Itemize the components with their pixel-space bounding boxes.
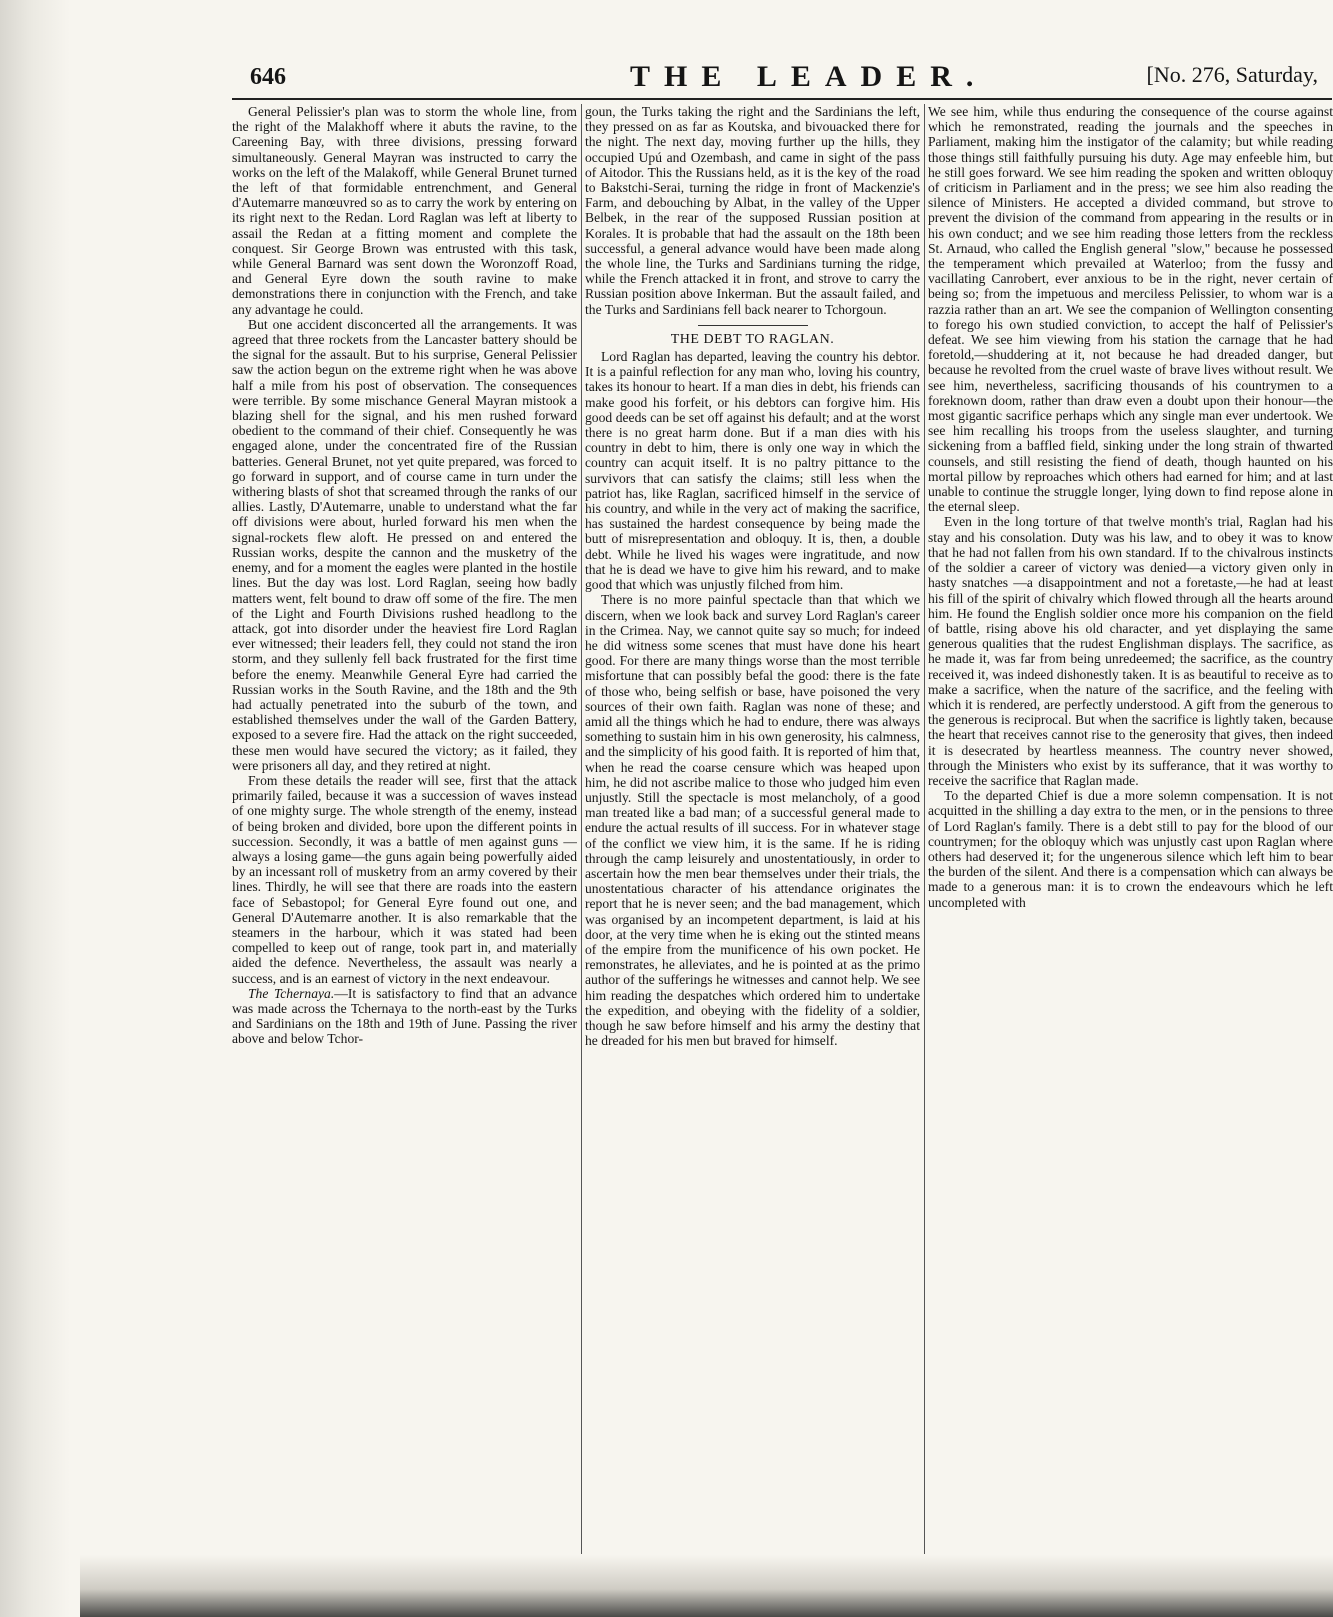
article-paragraph bbox=[232, 986, 577, 1047]
section-heading: THE DEBT TO RAGLAN. bbox=[670, 331, 835, 347]
article-paragraph: To the departed Chief is due a more solemn compensation. It is not acquitted in the shilling a day extra to the men, or in the pensions to three of Lord Raglan's family. There is a debt still to pay for the blood of our countrymen; for the obloquy which was unjustly cast upon Raglan where others had deserved it; for the ungenerous silence which left him to bear the burden of the silent. And there is a compensation which can always be made to a generous man: it is to crown the endeavours which he left uncompleted with bbox=[928, 788, 1333, 910]
article-paragraph: General Pelissier's plan was to storm the whole line, from the right of the Malakhoff where it abuts the ravine, to the Careening Bay, with three divisions, pressing forward simultaneously. General Mayran was instructed to carry the works on the left of the Malakoff, while General Brunet turned the left of that formidable entrenchment, and General d'Autemarre manœuvred so as to carry the work by entering on its right next to the Redan. Lord Raglan was left at liberty to assail the Redan at a fitting moment and complete the conquest. Sir George Brown was entrusted with this task, while General Barnard was sent down the Woronzoff Road, and General Eyre down the south ravine to make demonstrations there in conjunction with the French, and take any advantage he could. bbox=[232, 104, 577, 317]
article-paragraph: goun, the Turks taking the right and the Sardinians the left, they pressed on as far as Koutska, and bivouacked there for the night. The next day, moving further up the hills, they occupied Upú and Ozembash, and came in sight of the pass of Aitodor. This the Russians held, as it is the key of the road to Bakstchi-Serai, turning the ridge in front of Mackenzie's Farm, and debouching by Albat, in the valley of the Upper Belbek, in the rear of the supposed Russian position at Korales. It is probable that had the assault on the 18th been successful, a general advance would have been made along the whole line, the Turks and Sardinians turning the ridge, while the French attacked it in front, and strove to carry the Russian position above Inkerman. But the assault failed, and the Turks and Sardinians fell back nearer to Tchorgoun. bbox=[585, 104, 920, 317]
article-paragraph: There is no more painful spectacle than that which we discern, when we look back and survey Lord Raglan's career in the Crimea. Nay, we cannot quite say so much; for indeed he did witness some scenes that must have done his heart good. For there are many things worse than the most terrible misfortune that can possibly befal the good: there is the fate of those who, being selfish or base, have poisoned the very sources of their own faith. Raglan was none of these; and amid all the things which he had to endure, there was always something to sustain him in his own generosity, his calmness, and the simplicity of his good faith. It is reported of him that, when he read the coarse censure which was heaped upon him, he did not ascribe malice to those who judged him even unjustly. Still the spectacle is most melancholy, of a good man treated like a bad man; of a successful general made to endure the actual results of ill success. For in whatever stage of the conflict we view him, it is the same. If he is riding through the camp leisurely and unostentatiously, in order to ascertain how the men bear themselves under their trials, the unostentatious character of his attendance originates the report that he is never seen; and the bad management, which was organised by an incompetent department, is laid at his door, at the very time when he is eking out the stinted means of the empire from the munificence of his own pocket. He remonstrates, he alleviates, and he is pointed at as the primo author of the sufferings he witnesses and cannot help. We see him reading the despatches which ordered him to undertake the expedition, and obeying with the fidelity of a soldier, though he saw before himself and his army the destiny that he dreaded for his men but braved for himself. bbox=[585, 592, 920, 1049]
article-paragraph: Lord Raglan has departed, leaving the country his debtor. It is a painful reflection for any man who, loving his country, takes its honour to heart. If a man dies in debt, his friends can make good his forfeit, or his debtors can forgive him. His good deeds can be set off against his default; and at the worst there is no great harm done. But if a man dies with his country in debt to him, there is only one way in which the country can acquit itself. It is no paltry pittance to the survivors that can satisfy the claims; still less when the patriot has, like Raglan, sacrificed himself in the service of his country, and while in the very act of making the sacrifice, has sustained the hardest consequence by being made the butt of misrepresentation and obloquy. It is, then, a double debt. While he lived his wages were ingratitude, and now that he is dead we have to give him his reward, and to make good that which was unjustly filched from him. bbox=[585, 349, 920, 593]
paper-title: THE LEADER. bbox=[630, 60, 988, 93]
article-paragraph: From these details the reader will see, first that the attack primarily failed, because it was a succession of waves instead of one mighty surge. The whole strength of the enemy, instead of being broken and divided, bore upon the different points in succession. Secondly, it was a battle of men against guns —always a losing game—the guns again being powerfully aided by an incessant roll of musketry from an army covered by their lines. Thirdly, he will see that there are roads into the eastern face of Sebastopol; for General Eyre found out one, and General D'Autemarre another. It is also remarkable that the steamers in the harbour, which it was stated had been compelled to keep out of range, took part in, and materially aided the defence. Nevertheless, the assault was nearly a success, and is an earnest of victory in the next endeavour. bbox=[232, 772, 577, 986]
column-rule bbox=[581, 104, 582, 1554]
article-paragraph: We see him, while thus enduring the consequence of the course against which he remonstrated, reading the journals and the speeches in Parliament, making him the instigator of the calamity; but while reading those things still faithfully pursuing his duty. Age may enfeeble him, but he still goes forward. We see him reading the spoken and written obloquy of criticism in Parliament and in the press; we see him also reading the silence of Ministers. He accepted a divided command, but strove to prevent the division of the command from appearing in the results or in his own conduct; and we see him reading those letters from the reckless St. Arnaud, who called the English general "slow," because he possessed the temperament which prevailed at Waterloo; from the fussy and vacillating Canrobert, ever anxious to be in the right, never certain of being so; from the impetuous and merciless Pelissier, to whom war is a razzia rather than an art. We see the companion of Wellington consenting to forego his own studied conviction, to accept the half of Pelissier's defeat. We see him viewing from his station the carnage that he had foretold,—shuddering at it, not because he had dreaded danger, but because he revolted from the cruel waste of brave lives without result. We see him, nevertheless, sacrificing thousands of his countrymen to a foreknown doom, rather than draw even a doubt upon their honour—the most gigantic sacrifice perhaps which any single man ever undertook. We see him recalling his troops from the useless slaughter, and turning sickening from a baffled field, sinking under the long strain of thwarted counsels, and still resisting the fiend of death, though haunted on his mortal pillow by reproaches which others had earned for him; and at last unable to continue the struggle longer, lying down to find repose alone in the eternal sleep. bbox=[928, 104, 1333, 515]
issue-info: [No. 276, Saturday, bbox=[1146, 62, 1318, 87]
scan-bottom-edge bbox=[80, 1555, 1333, 1617]
tchernaya-text: —It is satisfactory to find that an advance was made across the Tchernaya to the north-east by the Turks and Sardinians on the 18th and 19th of June. Passing the river above and below Tchor- bbox=[232, 985, 577, 1047]
column-2 bbox=[585, 104, 920, 1554]
page-edge-shadow bbox=[0, 0, 70, 1617]
section-divider bbox=[698, 325, 808, 326]
article-paragraph: Even in the long torture of that twelve month's trial, Raglan had his stay and his consolation. Duty was his law, and to obey it was to know that he had not fallen from his own standard. If to the chivalrous instincts of the soldier a career of victory was denied—a victory given only in hasty snatches —a disappointment and not a foretaste,—he had at least his fill of the spirit of chivalry which flowed through all the hearts around him. He found the English soldier once more his companion on the field of battle, rising above his old character, and yet displaying the same generous qualities that the rudest Englishman displays. The sacrifice, as he made it, was far from being unredeemed; the sacrifice, as the country received it, was indeed dishonestly taken. It is as beautiful to receive as to make a sacrifice, when the nature of the sacrifice, and the feeling with which it is rendered, are perfectly understood. A gift from the generous to the generous is reciprocal. But when the sacrifice is lightly taken, because the heart that receives cannot rise to the generosity that gives, then indeed it is desecrated by heartless meanness. The country never showed, through the Ministers who exist by its sufferance, that it was worthy to receive the sacrifice that Raglan made. bbox=[928, 514, 1333, 788]
tchernaya-lead: The Tchernaya. bbox=[248, 985, 335, 1001]
column-3 bbox=[928, 104, 1333, 1554]
article-paragraph: But one accident disconcerted all the arrangements. It was agreed that three rockets from the Lancaster battery should be the signal for the assault. But to his surprise, General Pelissier saw the action begun on the extreme right when he was above half a mile from his post of observation. The consequences were terrible. By some mischance General Mayran mistook a blazing shell for the signal, and his men rushed forward obedient to the command of their chief. Consequently he was engaged alone, under the concentrated fire of the Russian batteries. General Brunet, not yet quite prepared, was forced to go forward in support, and of course came in turn under the withering blasts of shot that screamed through the ranks of our allies. Lastly, D'Autemarre, unable to understand what the far off divisions were about, hurled forward his men when the signal-rockets flew aloft. He pressed on and entered the Russian works, despite the cannon and the musketry of the enemy, and for a moment the eagles were planted in the hostile lines. But the day was lost. Lord Raglan, seeing how badly matters went, felt bound to draw off some of the fire. The men of the Light and Fourth Divisions rushed headlong to the attack, got into disorder under the heaviest fire Lord Raglan ever witnessed; their leaders fell, they could not stand the iron storm, and they sullenly fell back frustrated for the first time before the enemy. Meanwhile General Eyre had carried the Russian works in the South Ravine, and the 18th and the 9th had actually penetrated into the suburb of the town, and established themselves under the wall of the Garden Battery, exposed to a severe fire. Had the attack on the right succeeded, these men would have secured the victory; as it failed, they were prisoners all day, and they retired at night. bbox=[232, 316, 577, 773]
header-rule bbox=[232, 98, 1332, 100]
masthead bbox=[200, 58, 1330, 98]
column-1 bbox=[232, 104, 577, 1554]
page-number: 646 bbox=[250, 64, 286, 90]
column-rule bbox=[924, 104, 925, 1554]
